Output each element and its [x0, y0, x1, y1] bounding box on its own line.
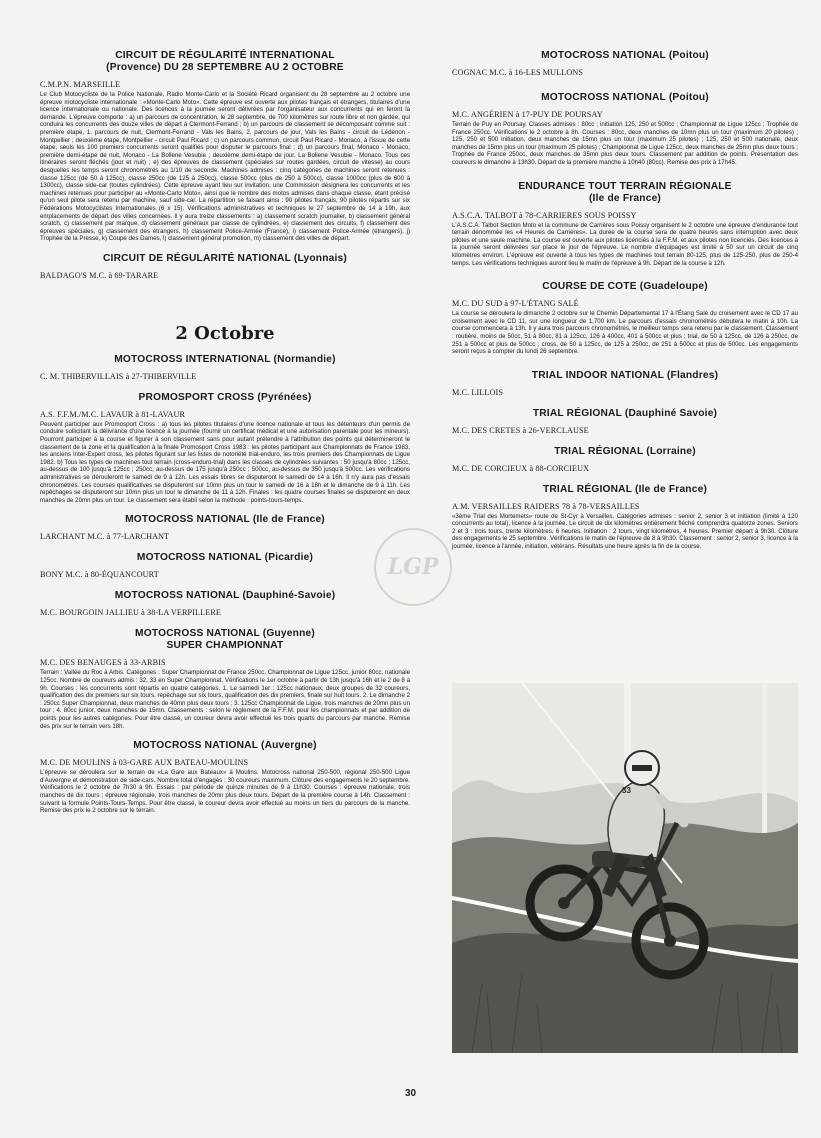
club-name: A.M. VERSAILLES RAIDERS 78 à 78-VERSAILLES: [452, 501, 640, 511]
watermark-stamp: [372, 526, 454, 608]
svg-text:33: 33: [622, 786, 631, 795]
trial-rider-photo: [452, 683, 798, 1053]
section-title: ENDURANCE TOUT TERRAIN RÉGIONALE: [518, 180, 732, 192]
club-name: BONY M.C. à 80-ÉQUANCOURT: [40, 570, 159, 580]
section-body: Le Club Motocycliste de la Police Nationale, Radio Monte-Carlo et la Société Ricard organisent du 28 septembre au 2 octobre une épreuve motocycliste internationale : «Monte-Carlo Moto». Cette épreuve est ouverte aux pilotes français et étrangers, titulaires d'une licence internationale ou nationale. Des licences à la journée seront délivrées par l'organisateur aux concurrents qui en feront la demande. L'épreuve comporte : a) un parcours de concentration, le 28 septembre, de 700 kilomètres sur route libre et non gardée, qui conduira les concurrents des douze villes de départ à Clermont-Ferrand ; b) un parcours de classement se décomposant comme suit : première étape, 1. parcours de nuit, Clermont-Ferrand - Vals les Bains, 2. parcours de jour, Vals les Bains - circuit de Lédenon - Montpellier ; deuxième étape, Montpellier - circuit Paul Ricard ; c) un parcours commun, circuit Paul Ricard - Monaco, à l'issue de cette étape, seuls les 100 premiers concurrents seront qualifiés pour disputer le parcours final ; d) un parcours final, Monaco - Monaco, première demi-étape de nuit, Monaco - La Bollene Vesubie ; deuxième demi-étape de jour, La Bollene Vesubie - Monaco. Tous ces itinéraires seront fléchés (jour et nuit) ; e) des épreuves de classement (spéciales sur routes gardées, circuit de vitesse) au cours desquelles les temps seront chronométrés au 1/10 de seconde. Machines admises : cinq catégories de machines seront retenues : classe 125cc (de 50 à 125cc), classe 250cc (de 125 à 250cc), classe 500cc (plus de 250 à 500cc), classe 1000cc (plus de 600 à 1300cc), classe side-car (toutes cylindrées). Cette épreuve ayant lieu sur invitation, une Commission désignera les concurrents et les machines retenues pour participer au «Monte-Carlo Moto», ainsi que le nombre des motos admises dans chaque classe, étant précisé qu'un seul pilote sera retenu par machine, sauf side-car. La répartition se faisant ainsi : 90 pilotes français, 90 pilotes répartis sur six Fédérations Motocyclistes Internationales (6 x 15). Vérifications administratives et techniques le 27 septembre de 14 à 19h, aux emplacements de départ des villes concernées. Il y aura treize classements : a) classement scratch journalier, b) classement général scratch, c) classement par marque, d) classement généraux par classe de cylindrées, e) classement des circuits, f) classement des épreuves spéciales, g) classement des étrangers, h) classement Police-Armée (France), i) classement Police-Armée (étrangers), j) Trophée de la Presse, k) Coupe des Dames, l) classement général promotion, m) classement des villes de départ.: [40, 91, 410, 243]
club-name: M.C. DES CRETES à 26-VERCLAUSE: [452, 425, 589, 435]
date-heading: 2 Octobre: [175, 322, 275, 344]
section-title: MOTOCROSS NATIONAL (Picardie): [136, 552, 314, 564]
section-title: PROMOSPORT CROSS (Pyrénées): [138, 391, 312, 403]
right-column: [452, 50, 798, 551]
club-name: C. M. THIBERVILLAIS à 27-THIBERVILLE: [40, 371, 197, 381]
section-title: TRIAL INDOOR NATIONAL (Flandres): [531, 369, 719, 381]
section-title: MOTOCROSS NATIONAL (Poitou): [541, 92, 709, 103]
section-title: TRIAL RÉGIONAL (Dauphiné Savoie): [532, 407, 718, 419]
section-title: MOTOCROSS NATIONAL (Dauphiné-Savoie): [114, 590, 336, 602]
section-body: «3ème Trial des Mortemets» route de St-Cyr à Versailles. Catégories admises : senior 2, senior 3 et initiation (limité à 120 concurrents au total), licence à la journée. Le circuit de dix kilomètres entièrement fléché comprendra quatorze zones. Seniors 2 et 3 : trois tours, trente kilomètres, 6 heures. Initiation : 2 tours, vingt kilomètres, 4 heures. Premier départ à 9h30. Clôture des engagements le 25 septembre. Vérifications le matin de l'épreuve de 8 à 9h30. Classement : senior 2, senior 3, licence à la journée, licence à l'année, initiation, vétérans. Résultats une heure après la fin de la course.: [452, 512, 798, 551]
club-name: M.C. DES BENAUGES à 33-ARBIS: [40, 658, 166, 668]
left-column: [40, 50, 410, 815]
section-body: L'épreuve se déroulera sur le terrain de «La Gare aux Bateaux» à Moulins. Motocross national 250-500, régional 250-500 Ligue d'Auvergne et démonstration de side-cars. Nombre total d'engagés : 30 coureurs maximum. Clôture des engagements le 20 septembre. Vérifications le 2 octobre de 7h30 à 9h. Essais : par période de quinze minutes de 9 à 11h30. Courses : épreuve nationale, trois manches de dix tours ; épreuve régionale, trois manches de 20mn plus deux tours. Départ de la première course à 14h. Classement : suivant la formule Points-Tours-Temps. Pour être classé, le coureur devra avoir effectué au moins un tiers du parcours de la manche. Remise des prix le 2 octobre sur le terrain.: [40, 769, 410, 815]
section-title: MOTOCROSS NATIONAL (Ile de France): [125, 514, 325, 526]
section-title: CIRCUIT DE RÉGULARITÉ INTERNATIONAL: [115, 50, 335, 61]
section-subtitle: SUPER CHAMPIONNAT: [166, 640, 284, 652]
section-body: L'A.S.C.A. Talbot Section Moto et la commune de Carrières sous Poissy organisent le 2 octobre une épreuve d'endurance tout terrain dénommée les «4 Heures de Carrières». La durée de la course sera de quatre heures sans interruption avec deux pilotes et une seule machine. La course est ouverte aux pilotes licenciés à la F.F.M. et aux pilotes non licenciés. Des licences à la journée seront délivrées sur place le jour de l'épreuve. Le nombre d'équipages est limité à 50 sur un circuit de cinq kilomètres environ. L'épreuve est ouverte à tous les types de machines tout terrain 80-125, plus de 125-250, plus de 250-4 temps. Les vérifications techniques auront lieu le matin de l'épreuve à 9h. Départ de la course à 12h.: [452, 221, 798, 267]
section-body: Peuvent participer aux Promosport Cross : a) tous les pilotes titulaires d'une licence nationale et tous les détenteurs d'un permis de conduire sollicitant la délivrance d'une licence à la journée (fournir un certificat médical et une autorisation parentale pour les mineurs). Pourront participer à la course et figurer à son classement sans pour autant prétendre à l'attribution des points qui détermineront le classement de la zone et la qualification à la finale Promosport Cross 1983 : les pilotes participant aux Championnats de France 1983, les anciens Inter-Expert cross, les pilotes figurant sur les listes de notoriété trial-enduro, les trois premiers des Championnats de Ligue 1982. b) Tous les types de machines tout terrain (cross-enduro-trial) dans les classes de cylindrées suivantes : 50 jusqu'à 80cc ; 125cc, au-dessus de 100 jusqu'à 125cc ; 250cc, au-dessus de 175 jusqu'à 250cc ; 500cc, au-dessus de 350 jusqu'à 500cc. Les vérifications administratives se dérouleront le samedi de 9 à 12h. Les essais libres se disputeront le samedi de 14 à 16h. Il n'y aura pas d'essais chronométrés. Les courses qualificatives se disputeront sur 10mn plus un tour le samedi de 16 à 18h et le dimanche de 9 à 11h. Les repêchages se disputeront sur 10mn plus un tour le dimanche de 11 à 12h. Finales : les quatre courses finales se disputeront en deux manches de 20mn plus un tour. Le classement sera établi selon la méthode : points-tours-temps.: [40, 420, 410, 504]
club-name: A.S.C.A. TALBOT à 78-CARRIERES SOUS POISSY: [452, 210, 637, 220]
section-body: Terrain de Puy en Poursay. Classes admises : 80cc ; initiation 125, 250 et 500cc ; Championnat de Ligue 125cc ; Trophée de France 250cc. Vérifications le 2 octobre à 8h. Courses : 80cc, deux manches de 10mn plus un tour (maximum 20 pilotes) ; 125, 250 et 500 initiation, deux manches de 15mn plus un tour (maximum 25 pilotes) ; 125, 250 et 500 nationale, deux manches de 15mn plus un tour (maximum 25 pilotes) ; Championnat de Ligue 125cc, deux manches de 25mn plus deux tours ; Trophée de France 250cc, deux manches de 35mn plus deux tours. Classement par addition de points. Présentation des coureurs le dimanche à 13h30. Départ de la première manche à 10h40 (80cc). Remise des prix à 17h45.: [452, 121, 798, 166]
section-title: MOTOCROSS NATIONAL (Poitou): [541, 50, 709, 61]
svg-text:LGP: LGP: [387, 554, 439, 580]
section-title: COURSE DE COTE (Guadeloupe): [542, 281, 708, 293]
section-title: MOTOCROSS NATIONAL (Auvergne): [133, 740, 317, 752]
section-body: La course se déroulera le dimanche 2 octobre sur le Chemin Départemental 17 à l'Étang Salé du croisement avec le CD 17 au croisement avec le CD 11, sur une longueur de 1,700 km. Le parcours d'essais chronométrés débutera le matin à 10h. La course commencera à 13h. Il y aura trois parcours chronométrés, le meilleur temps sera retenu par le classement. Classement : routière, moins de 50cc, 51 à 80cc, 81 à 125cc, 126 à 400cc, 401 à 500cc et plus ; trial, de 50 à 125cc, de 126 à 250cc, de 251 à 500cc et plus de 500cc ; cross, de 50 à 125cc, de 125 à 250cc, de 251 à 500cc et plus de 500cc. Les engagements seront reçus à compter du lundi 26 septembre.: [452, 310, 798, 356]
club-name: M.C. DU SUD à 97-L'ÉTANG SALÉ: [452, 299, 579, 309]
section-title: CIRCUIT DE RÉGULARITÉ NATIONAL (Lyonnais): [102, 252, 348, 264]
club-name: A.S. F.F.M./M.C. LAVAUR à 81-LAVAUR: [40, 409, 186, 419]
section-title: TRIAL RÉGIONAL (Ile de France): [542, 483, 708, 495]
page-number: 30: [404, 1088, 417, 1099]
section-subtitle: (Provence) DU 28 SEPTEMBRE AU 2 OCTOBRE: [106, 62, 344, 73]
section-subtitle: (Ile de France): [588, 192, 662, 204]
club-name: COGNAC M.C. à 16-LES MULLONS: [452, 68, 584, 77]
club-name: C.M.P.N. MARSEILLE: [40, 80, 121, 89]
club-name: M.C. BOURGOIN JALLIEU à 38-LA VERPILLERE: [40, 608, 222, 618]
club-name: M.C. LILLOIS: [452, 387, 504, 397]
section-body: Terrain : Vallée du Roc à Arbis. Catégories : Super Championnat de France 250cc, Championnat de Ligue 125cc, junior 80cc, nationale 125cc. Nombre de coureurs admis : 32, 33 en Super Championnat. Vérifications le 1er octobre à partir de 13h jusqu'à 16h et le 2 de 8 à 9h. Courses : les concurrents sont répartis en quatre catégories. 1. Le samedi 1er : 125cc nationaux, deux groupes de 32 coureurs, qualification des dix premiers sur six tours, repêchage sur six tours, qualification des dix premiers, finale sur huit tours. 2. Le dimanche 2 : 250cc Super Championnat, deux manches de 40mn plus deux tours ; 3. 125cc Championnat de Ligue, trois manches de 20mn plus un tour ; 4. 80cc junior, deux manches de 15mn. Classements : selon le règlement de la F.F.M. pour les championnats et par addition de points pour les autres catégories. Pour être classé, un coureur devra avoir effectué les trois quarts du parcours par manche. Remise des prix sur le terrain vers 18h.: [40, 669, 410, 730]
section-title: MOTOCROSS INTERNATIONAL (Normandie): [114, 353, 336, 365]
section-title: MOTOCROSS NATIONAL (Guyenne): [135, 628, 315, 640]
club-name: BALDAGO'S M.C. à 69-TARARE: [40, 270, 159, 280]
club-name: M.C. ANGÉRIEN à 17-PUY DE POURSAY: [452, 110, 603, 119]
club-name: M.C. DE CORCIEUX à 88-CORCIEUX: [452, 463, 590, 473]
trial-rider-illustration: [452, 683, 798, 1053]
section-title: TRIAL RÉGIONAL (Lorraine): [554, 445, 696, 457]
club-name: LARCHANT M.C. à 77-LARCHANT: [40, 532, 170, 542]
club-name: M.C. DE MOULINS à 03-GARE AUX BATEAU-MOULINS: [40, 758, 249, 768]
